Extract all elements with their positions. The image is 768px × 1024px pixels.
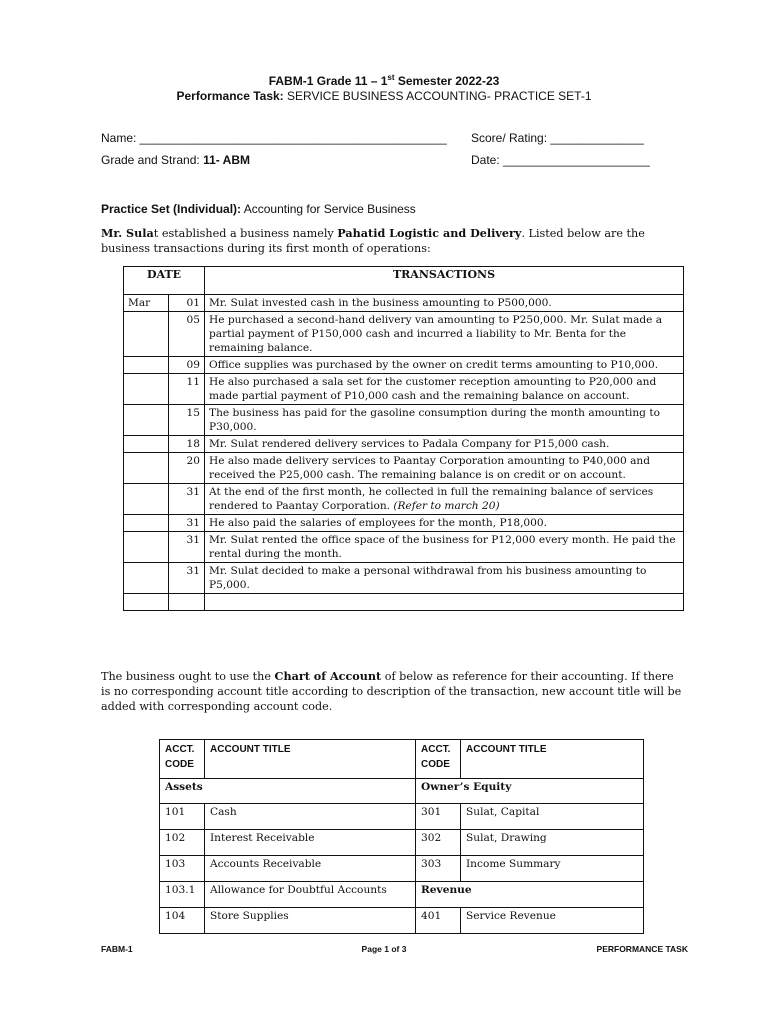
transaction-row bbox=[124, 484, 684, 515]
transaction-row bbox=[124, 357, 684, 374]
owners-equity-section: Owner’s Equity bbox=[416, 779, 644, 804]
account-title: Interest Receivable bbox=[205, 830, 416, 856]
transaction-description bbox=[205, 563, 684, 594]
transaction-description bbox=[205, 484, 684, 515]
footer-left: FABM-1 bbox=[101, 944, 133, 954]
transaction-row bbox=[124, 532, 684, 563]
transaction-day: 31 bbox=[169, 563, 205, 594]
account-title: Store Supplies bbox=[205, 908, 416, 934]
transaction-row bbox=[124, 312, 684, 357]
chart-of-accounts-table bbox=[159, 739, 644, 934]
transaction-description bbox=[205, 374, 684, 405]
coa-section-row bbox=[160, 779, 644, 804]
transaction-text: He also paid the salaries of employees for the month, P18,000. bbox=[209, 517, 548, 529]
transaction-month bbox=[124, 405, 169, 436]
transactions-header: TRANSACTIONS bbox=[205, 267, 684, 295]
transaction-month bbox=[124, 312, 169, 357]
acct-code-header: ACCT. CODE bbox=[160, 740, 205, 779]
account-code: 301 bbox=[416, 804, 461, 830]
assets-section: Assets bbox=[160, 779, 416, 804]
transaction-description bbox=[205, 453, 684, 484]
transaction-row bbox=[124, 405, 684, 436]
transaction-day bbox=[169, 594, 205, 611]
name-field: Name: ______________________________________________ bbox=[101, 131, 447, 145]
transaction-month bbox=[124, 357, 169, 374]
transaction-day: 31 bbox=[169, 484, 205, 515]
grade-strand-field: Grade and Strand: 11- ABM bbox=[101, 153, 250, 167]
transaction-month bbox=[124, 515, 169, 532]
account-title: Income Summary bbox=[461, 856, 644, 882]
account-title: Accounts Receivable bbox=[205, 856, 416, 882]
transaction-row bbox=[124, 436, 684, 453]
transactions-table bbox=[123, 266, 684, 611]
chart-of-account-intro: The business ought to use the Chart of Account of below as reference for their accounting. If there is no corresponding account title according to description of the transaction, new account title will be added with corresponding account code. bbox=[101, 669, 682, 713]
transaction-text: He also purchased a sala set for the customer reception amounting to P20,000 and made partial payment of P10,000 cash and the remaining balance on account. bbox=[209, 376, 657, 402]
account-title: Sulat, Drawing bbox=[461, 830, 644, 856]
account-code: 401 bbox=[416, 908, 461, 934]
date-field: Date: ______________________ bbox=[471, 153, 650, 167]
coa-row bbox=[160, 882, 644, 908]
transaction-row bbox=[124, 594, 684, 611]
revenue-section: Revenue bbox=[416, 882, 644, 908]
account-title-header-2: ACCOUNT TITLE bbox=[461, 740, 644, 779]
transaction-day: 20 bbox=[169, 453, 205, 484]
transaction-month bbox=[124, 532, 169, 563]
document-title: FABM-1 Grade 11 – 1st Semester 2022-23 bbox=[268, 73, 500, 88]
transaction-description bbox=[205, 295, 684, 312]
coa-row bbox=[160, 830, 644, 856]
account-code: 102 bbox=[160, 830, 205, 856]
transaction-day: 05 bbox=[169, 312, 205, 357]
transaction-day: 11 bbox=[169, 374, 205, 405]
footer-right: PERFORMANCE TASK bbox=[596, 944, 688, 954]
transaction-month: Mar bbox=[124, 295, 169, 312]
transactions-header-row bbox=[124, 267, 684, 295]
account-title: Allowance for Doubtful Accounts bbox=[205, 882, 416, 908]
transaction-description bbox=[205, 357, 684, 374]
transaction-text: Mr. Sulat invested cash in the business amounting to P500,000. bbox=[209, 297, 552, 309]
page-number: Page 1 of 3 bbox=[361, 944, 407, 954]
coa-row bbox=[160, 856, 644, 882]
transaction-row bbox=[124, 563, 684, 594]
transaction-month bbox=[124, 594, 169, 611]
coa-header-row bbox=[160, 740, 644, 779]
coa-row bbox=[160, 804, 644, 830]
account-title: Sulat, Capital bbox=[461, 804, 644, 830]
acct-code-header-2: ACCT. CODE bbox=[416, 740, 461, 779]
account-title-header: ACCOUNT TITLE bbox=[205, 740, 416, 779]
transaction-text: Office supplies was purchased by the owner on credit terms amounting to P10,000. bbox=[209, 359, 659, 371]
transaction-description bbox=[205, 515, 684, 532]
transaction-day: 01 bbox=[169, 295, 205, 312]
transaction-month bbox=[124, 453, 169, 484]
transaction-day: 18 bbox=[169, 436, 205, 453]
account-code: 103 bbox=[160, 856, 205, 882]
performance-task-line: Performance Task: SERVICE BUSINESS ACCOUNTING- PRACTICE SET-1 bbox=[176, 89, 592, 103]
transaction-month bbox=[124, 563, 169, 594]
transaction-note: (Refer to march 20) bbox=[393, 500, 500, 512]
account-code: 103.1 bbox=[160, 882, 205, 908]
account-code: 303 bbox=[416, 856, 461, 882]
transaction-description bbox=[205, 405, 684, 436]
intro-paragraph: Mr. Sulat established a business namely Pahatid Logistic and Delivery. Listed below are the business transactions during its first month of operations: bbox=[101, 226, 645, 255]
transaction-row bbox=[124, 374, 684, 405]
practice-set-heading: Practice Set (Individual): Accounting for Service Business bbox=[101, 202, 416, 216]
score-field: Score/ Rating: ______________ bbox=[471, 131, 644, 145]
transaction-row bbox=[124, 515, 684, 532]
transaction-text: Mr. Sulat rented the office space of the business for P12,000 every month. He paid the rental during the month. bbox=[209, 534, 676, 560]
transaction-description bbox=[205, 594, 684, 611]
transaction-text: The business has paid for the gasoline consumption during the month amounting to P30,000. bbox=[209, 407, 660, 433]
transaction-text: At the end of the first month, he collected in full the remaining balance of services rendered to Paantay Corporation. bbox=[209, 486, 654, 512]
transaction-month bbox=[124, 436, 169, 453]
account-title: Cash bbox=[205, 804, 416, 830]
account-code: 104 bbox=[160, 908, 205, 934]
transaction-text: He also made delivery services to Paantay Corporation amounting to P40,000 and received the P25,000 cash. The remaining balance is on credit or on account. bbox=[209, 455, 651, 481]
transaction-day: 09 bbox=[169, 357, 205, 374]
transaction-month bbox=[124, 484, 169, 515]
date-header: DATE bbox=[124, 267, 205, 295]
transaction-text: Mr. Sulat rendered delivery services to Padala Company for P15,000 cash. bbox=[209, 438, 610, 450]
transaction-day: 15 bbox=[169, 405, 205, 436]
transaction-text: He purchased a second-hand delivery van amounting to P250,000. Mr. Sulat made a partial payment of P150,000 cash and incurred a liability to Mr. Benta for the remaining balance. bbox=[209, 314, 663, 354]
transaction-description bbox=[205, 532, 684, 563]
transaction-day: 31 bbox=[169, 515, 205, 532]
account-code: 101 bbox=[160, 804, 205, 830]
transaction-row bbox=[124, 453, 684, 484]
account-code: 302 bbox=[416, 830, 461, 856]
transaction-day: 31 bbox=[169, 532, 205, 563]
transaction-description bbox=[205, 312, 684, 357]
transaction-row bbox=[124, 295, 684, 312]
transaction-text: Mr. Sulat decided to make a personal withdrawal from his business amounting to P5,000. bbox=[209, 565, 647, 591]
transaction-description bbox=[205, 436, 684, 453]
transaction-month bbox=[124, 374, 169, 405]
coa-row bbox=[160, 908, 644, 934]
account-title: Service Revenue bbox=[461, 908, 644, 934]
